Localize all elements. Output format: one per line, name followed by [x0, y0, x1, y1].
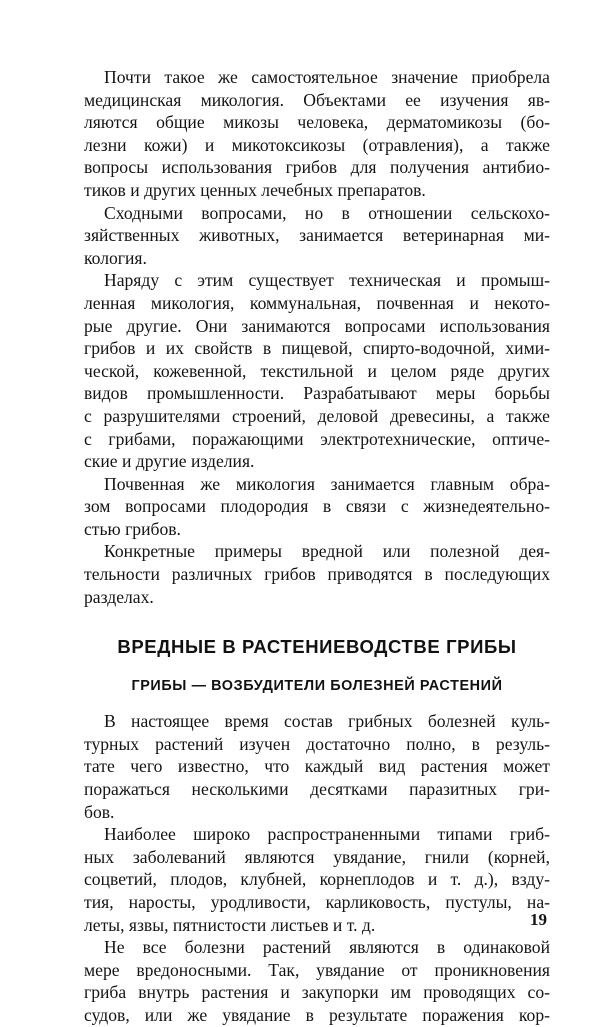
text-line: тате чего известно, что каждый вид растения может	[84, 756, 550, 777]
text-line: Почвенная же микология занимается главным обра-	[104, 473, 550, 494]
text-line: тиков и других ценных лечебных препаратов.	[84, 179, 426, 200]
text-line: тия, наросты, уродливости, карликовость, пустулы, на-	[84, 892, 550, 912]
text-line: поражаться несколькими десятками паразитных гри-	[84, 779, 550, 800]
text-line: зом вопросами плодородия в связи с жизнедеятельно-	[84, 496, 550, 517]
text-line: стью грибов.	[84, 518, 181, 539]
text-line: с грибами, поражающими электротехнические, оптиче-	[84, 428, 550, 449]
intro-section	[84, 66, 550, 608]
text-line: кология.	[84, 247, 147, 268]
paragraph	[84, 936, 550, 1026]
text-line: бов.	[84, 801, 115, 822]
text-line: медицинская микология. Объектами ее изучения яв-	[84, 89, 550, 110]
text-line: лезни кожи) и микотоксикозы (отравления), а также	[84, 134, 550, 155]
text-line: Наиболее широко распространенными типами гриб-	[104, 824, 550, 845]
text-line: ленная микология, коммунальная, почвенная и некото-	[84, 292, 550, 313]
text-line: турных растений изучен достаточно полно, в резуль-	[84, 733, 550, 754]
paragraph	[84, 710, 550, 823]
text-line: ных заболеваний являются увядание, гнили (корней,	[84, 846, 550, 867]
text-line: видов промышленности. Разрабатывают меры борьбы	[84, 383, 550, 404]
text-line: разделах.	[84, 586, 154, 607]
text-line: Наряду с этим существует техническая и промыш-	[104, 270, 550, 291]
text-line: ляются общие микозы человека, дерматомикозы (бо-	[84, 112, 550, 133]
text-line: гриба внутрь растения и закупорки им проводящих со-	[84, 982, 550, 1003]
text-line: тельности различных грибов приводятся в последующих	[84, 564, 550, 585]
paragraph	[84, 473, 550, 541]
subsection-heading: ГРИБЫ — ВОЗБУДИТЕЛИ БОЛЕЗНЕЙ РАСТЕНИЙ	[131, 678, 503, 695]
text-line: вопросы использования грибов для получения антибио-	[84, 157, 550, 178]
text-line: мере вредоносными. Так, увядание от проникновения	[84, 959, 550, 980]
paragraph	[84, 540, 550, 608]
text-line: В настоящее время состав грибных болезней куль-	[104, 711, 550, 732]
text-line: леты, язвы, пятнистости листьев и т. д.	[84, 914, 376, 935]
text-line: грибов и их свойств в пищевой, спирто-водочной, хими-	[84, 338, 550, 359]
paragraph	[84, 269, 550, 472]
text-line: рые другие. Они занимаются вопросами использования	[84, 315, 550, 336]
section-heading: ВРЕДНЫЕ В РАСТЕНИЕВОДСТВЕ ГРИБЫ	[117, 636, 517, 658]
text-line: с разрушителями строений, деловой древесины, а также	[84, 405, 550, 426]
paragraph	[84, 66, 550, 202]
book-page	[84, 66, 550, 1027]
text-line: судов, или же увядание в результате поражения кор-	[84, 1004, 550, 1025]
text-line: зяйственных животных, занимается ветеринарная ми-	[84, 225, 550, 246]
text-line: ские и другие изделия.	[84, 451, 255, 472]
text-line: Конкретные примеры вредной или полезной дея-	[104, 541, 550, 562]
page-number: 19	[530, 910, 547, 929]
text-line: соцветий, плодов, клубней, корнеплодов и т. д.), взду-	[84, 869, 550, 890]
text-line: Почти такое же самостоятельное значение приобрела	[104, 67, 550, 87]
text-line: Не все болезни растений являются в одинаковой	[104, 937, 550, 958]
subsection-body	[84, 710, 550, 1026]
text-line: Сходными вопросами, но в отношении сельскохо-	[104, 202, 550, 223]
text-line: ческой, кожевенной, текстильной и целом ряде других	[84, 360, 550, 381]
paragraph	[84, 202, 550, 270]
paragraph	[84, 823, 550, 936]
